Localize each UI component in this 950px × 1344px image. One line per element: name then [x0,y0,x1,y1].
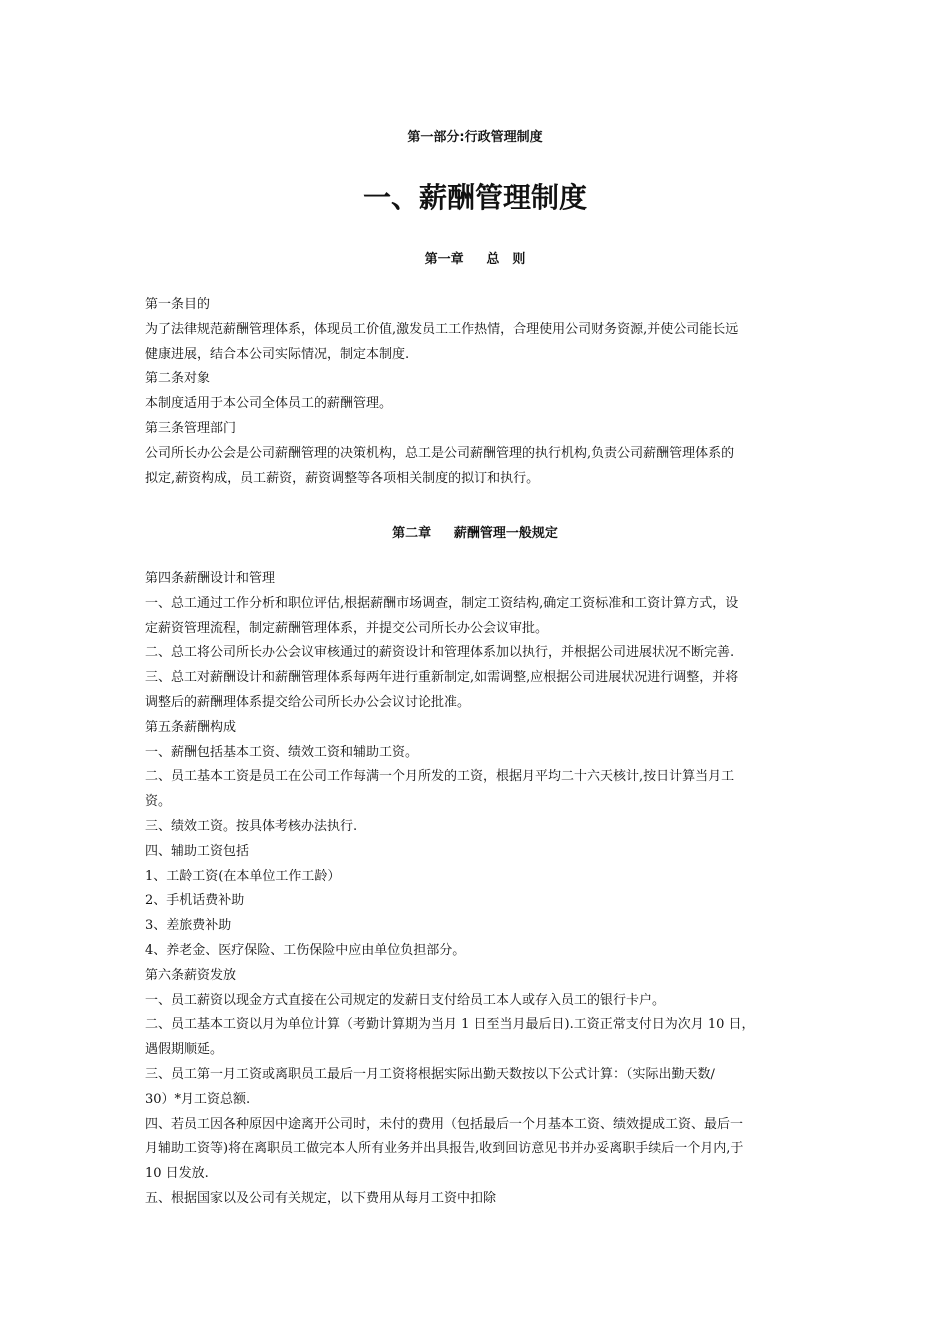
article-1-number: 第一条 [145,297,185,312]
chapter-2-heading [0,522,950,541]
paragraph-line: 月辅助工资等)将在离职员工做完本人所有业务并出具报告,收到回访意见书并办妥离职手续后一个月内,于 [145,1141,744,1157]
paragraph-line: 2、手机话费补助 [145,893,245,909]
chapter-2-name: 薪酬管理一般规定 [453,526,558,541]
article-4-name: 薪酬设计和管理 [184,571,276,586]
paragraph-line: 30）*月工资总额. [145,1091,251,1107]
paragraph-line: 定薪资管理流程，制定薪酬管理体系，并提交公司所长办公会议审批。 [145,620,549,636]
paragraph-line: 一、员工薪资以现金方式直接在公司规定的发薪日支付给员工本人或存入员工的银行卡户。 [145,992,666,1008]
article-1-name: 目的 [184,297,211,312]
paragraph-line: 四、辅助工资包括 [145,843,250,859]
part-title: 第一部分:行政管理制度 [407,130,543,145]
article-6-heading [145,964,810,989]
paragraph-line: 二、员工基本工资以月为单位计算（考勤计算期为当月 1 日至当月最后日).工资正常支付日为次月 10 日， [145,1017,755,1033]
paragraph-line: 三、绩效工资。按具体考核办法执行. [145,818,358,834]
paragraph-line: 三、总工对薪酬设计和薪酬管理体系每两年进行重新制定,如需调整,应根据公司进展状况进行调整，并将 [145,670,739,686]
paragraph-line: 二、总工将公司所长办公会议审核通过的薪资设计和管理体系加以执行，并根据公司进展状况不断完善. [145,645,735,661]
article-6-number: 第六条 [145,967,185,983]
paragraph-line: 1、工龄工资(在本单位工作工龄） [145,868,341,884]
chapter-2-label: 第二章 [392,526,432,541]
article-2-number: 第二条 [145,371,185,387]
article-4-number: 第四条 [145,571,185,586]
article-1-heading [145,293,810,318]
paragraph-line: 为了法律规范薪酬管理体系，体现员工价值,激发员工工作热情，合理使用公司财务资源,并使公司能长远 [145,321,739,337]
article-2-heading [145,367,810,392]
article-6-name: 薪资发放 [184,967,237,983]
article-3-name: 管理部门 [184,420,237,436]
chapter-1-name: 总 则 [486,252,526,267]
article-5-heading [145,716,810,741]
article-3-heading [145,417,810,442]
paragraph-line: 遇假期顺延。 [145,1042,224,1058]
paragraph-line: 一、总工通过工作分析和职位评估,根据薪酬市场调查，制定工资结构,确定工资标准和工资计算方式，设 [145,595,739,611]
paragraph-line: 三、员工第一月工资或离职员工最后一月工资将根据实际出勤天数按以下公式计算：（实际出勤天数/ [145,1066,715,1082]
paragraph-line: 调整后的薪酬理体系提交给公司所长办公会议讨论批准。 [145,694,471,710]
article-2-name: 对象 [184,371,211,387]
paragraph-line: 10 日发放. [145,1166,209,1182]
paragraph-line: 一、薪酬包括基本工资、绩效工资和辅助工资。 [145,744,419,760]
document-title: 一、薪酬管理制度 [362,181,587,214]
paragraph-line: 二、员工基本工资是员工在公司工作每满一个月所发的工资，根据月平均二十六天核计,按日计算当月工 [145,769,735,785]
chapter-1-heading [0,248,950,267]
paragraph-line: 3、差旅费补助 [145,918,232,934]
paragraph-line: 4、养老金、医疗保险、工伤保险中应由单位负担部分。 [145,942,466,958]
article-5-number: 第五条 [145,719,185,735]
chapter-1-label: 第一章 [424,252,464,267]
article-5-name: 薪酬构成 [184,719,237,735]
paragraph-line: 健康进展，结合本公司实际情况，制定本制度. [145,346,410,362]
chapter-1-body [145,293,810,491]
paragraph-line: 公司所长办公会是公司薪酬管理的决策机构，总工是公司薪酬管理的执行机构,负责公司薪酬管理体系的 [145,445,735,461]
paragraph-line: 四、若员工因各种原因中途离开公司时，未付的费用（包括最后一个月基本工资、绩效提成工资、最后一 [145,1116,744,1132]
paragraph-line: 五、根据国家以及公司有关规定，以下费用从每月工资中扣除 [145,1190,497,1206]
article-3-number: 第三条 [145,420,185,436]
paragraph-line: 拟定,薪资构成，员工薪资，薪资调整等各项相关制度的拟订和执行。 [145,470,540,486]
paragraph-line: 资。 [145,794,172,810]
article-4-heading [145,567,810,592]
chapter-2-body [145,567,810,1212]
paragraph-line: 本制度适用于本公司全体员工的薪酬管理。 [145,396,393,412]
